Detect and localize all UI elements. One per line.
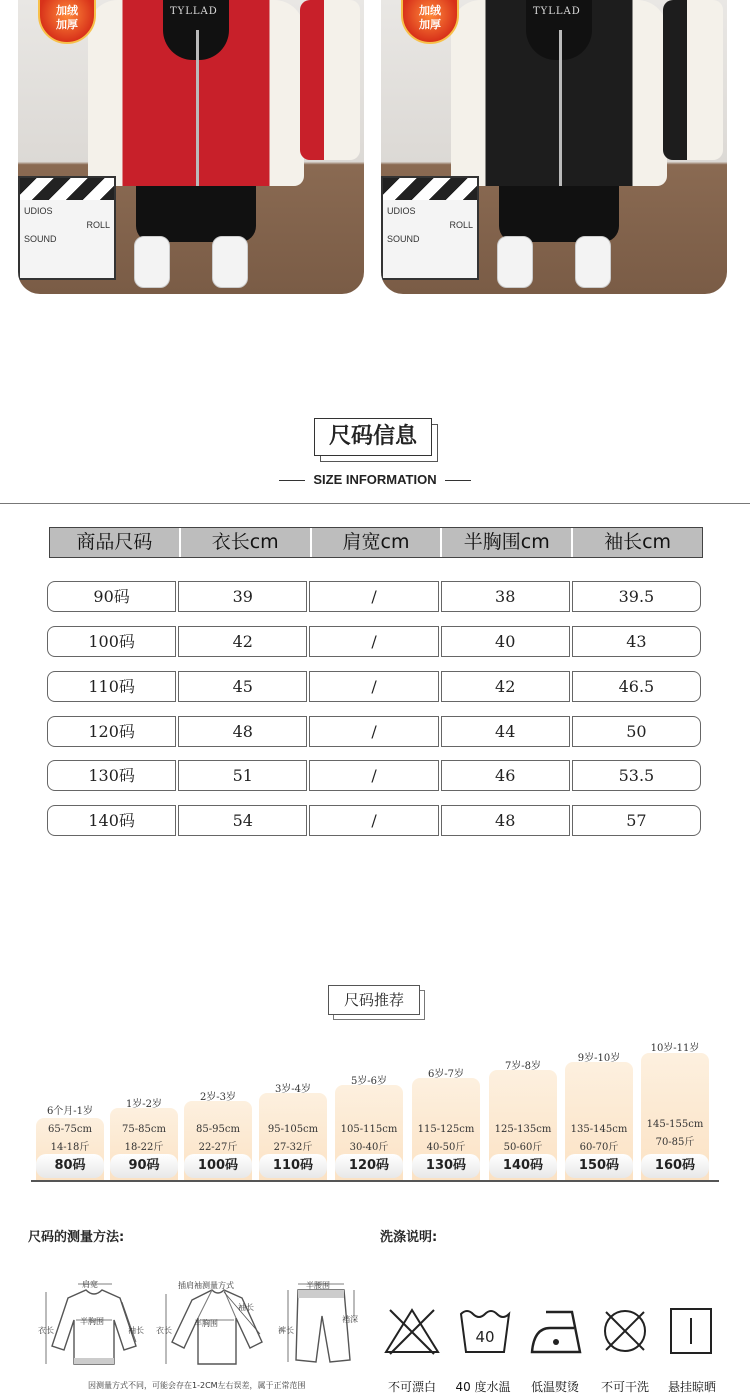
table-row: 120码 48 / 44 50 xyxy=(47,716,701,747)
jacket-brand: TYLLAD xyxy=(533,6,581,17)
recommend-size: 100码 xyxy=(184,1154,252,1178)
size-recommend-title: 尺码推荐 xyxy=(328,985,420,1015)
svg-text:40: 40 xyxy=(475,1328,495,1346)
wash-40-icon xyxy=(458,1306,512,1356)
recommend-size: 140码 xyxy=(489,1154,557,1178)
table-row: 90码 39 / 38 39.5 xyxy=(47,581,701,612)
no-dry-clean-icon xyxy=(600,1306,650,1356)
recommend-size: 90码 xyxy=(110,1154,178,1178)
measure-title: 尺码的测量方法: xyxy=(28,1230,125,1245)
black-jacket xyxy=(451,0,667,186)
recommend-size: 120码 xyxy=(335,1154,403,1178)
measure-note: 因测量方式不同，可能会存在1-2CM左右误差，属于正常范围 xyxy=(88,1381,306,1390)
table-row: 130码 51 / 46 53.5 xyxy=(47,760,701,791)
header-size: 商品尺码 xyxy=(50,528,181,557)
clapperboard: UDIOS ROLL SOUND xyxy=(18,176,116,280)
wash-title: 洗涤说明: xyxy=(380,1230,438,1245)
clapperboard: UDIOS ROLL SOUND xyxy=(381,176,479,280)
low-iron-icon xyxy=(528,1306,586,1356)
divider xyxy=(0,503,750,504)
recommend-size: 160码 xyxy=(641,1154,709,1178)
recommend-size: 110码 xyxy=(259,1154,327,1178)
header-chest: 半胸围cm xyxy=(442,528,573,557)
jacket-brand: TYLLAD xyxy=(170,6,218,17)
table-row: 100码 42 / 40 43 xyxy=(47,626,701,657)
recommend-size: 150码 xyxy=(565,1154,633,1178)
header-shoulder: 肩宽cm xyxy=(312,528,443,557)
header-length: 衣长cm xyxy=(181,528,312,557)
size-info-title: 尺码信息 xyxy=(314,418,432,456)
red-jacket xyxy=(88,0,304,186)
table-row: 110码 45 / 42 46.5 xyxy=(47,671,701,702)
hang-dry-icon xyxy=(668,1306,714,1356)
table-row: 140码 54 / 48 57 xyxy=(47,805,701,836)
product-photo-black xyxy=(381,0,727,294)
plush-badge: 加绒 加厚 xyxy=(38,0,96,44)
header-sleeve: 袖长cm xyxy=(573,528,702,557)
product-photo-red xyxy=(18,0,364,294)
no-bleach-icon xyxy=(382,1306,442,1356)
recommend-baseline xyxy=(31,1180,719,1182)
size-table-header xyxy=(49,527,703,558)
recommend-size: 80码 xyxy=(36,1154,104,1178)
size-info-subtitle: SIZE INFORMATION xyxy=(0,472,750,487)
plush-badge: 加绒 加厚 xyxy=(401,0,459,44)
recommend-size: 130码 xyxy=(412,1154,480,1178)
